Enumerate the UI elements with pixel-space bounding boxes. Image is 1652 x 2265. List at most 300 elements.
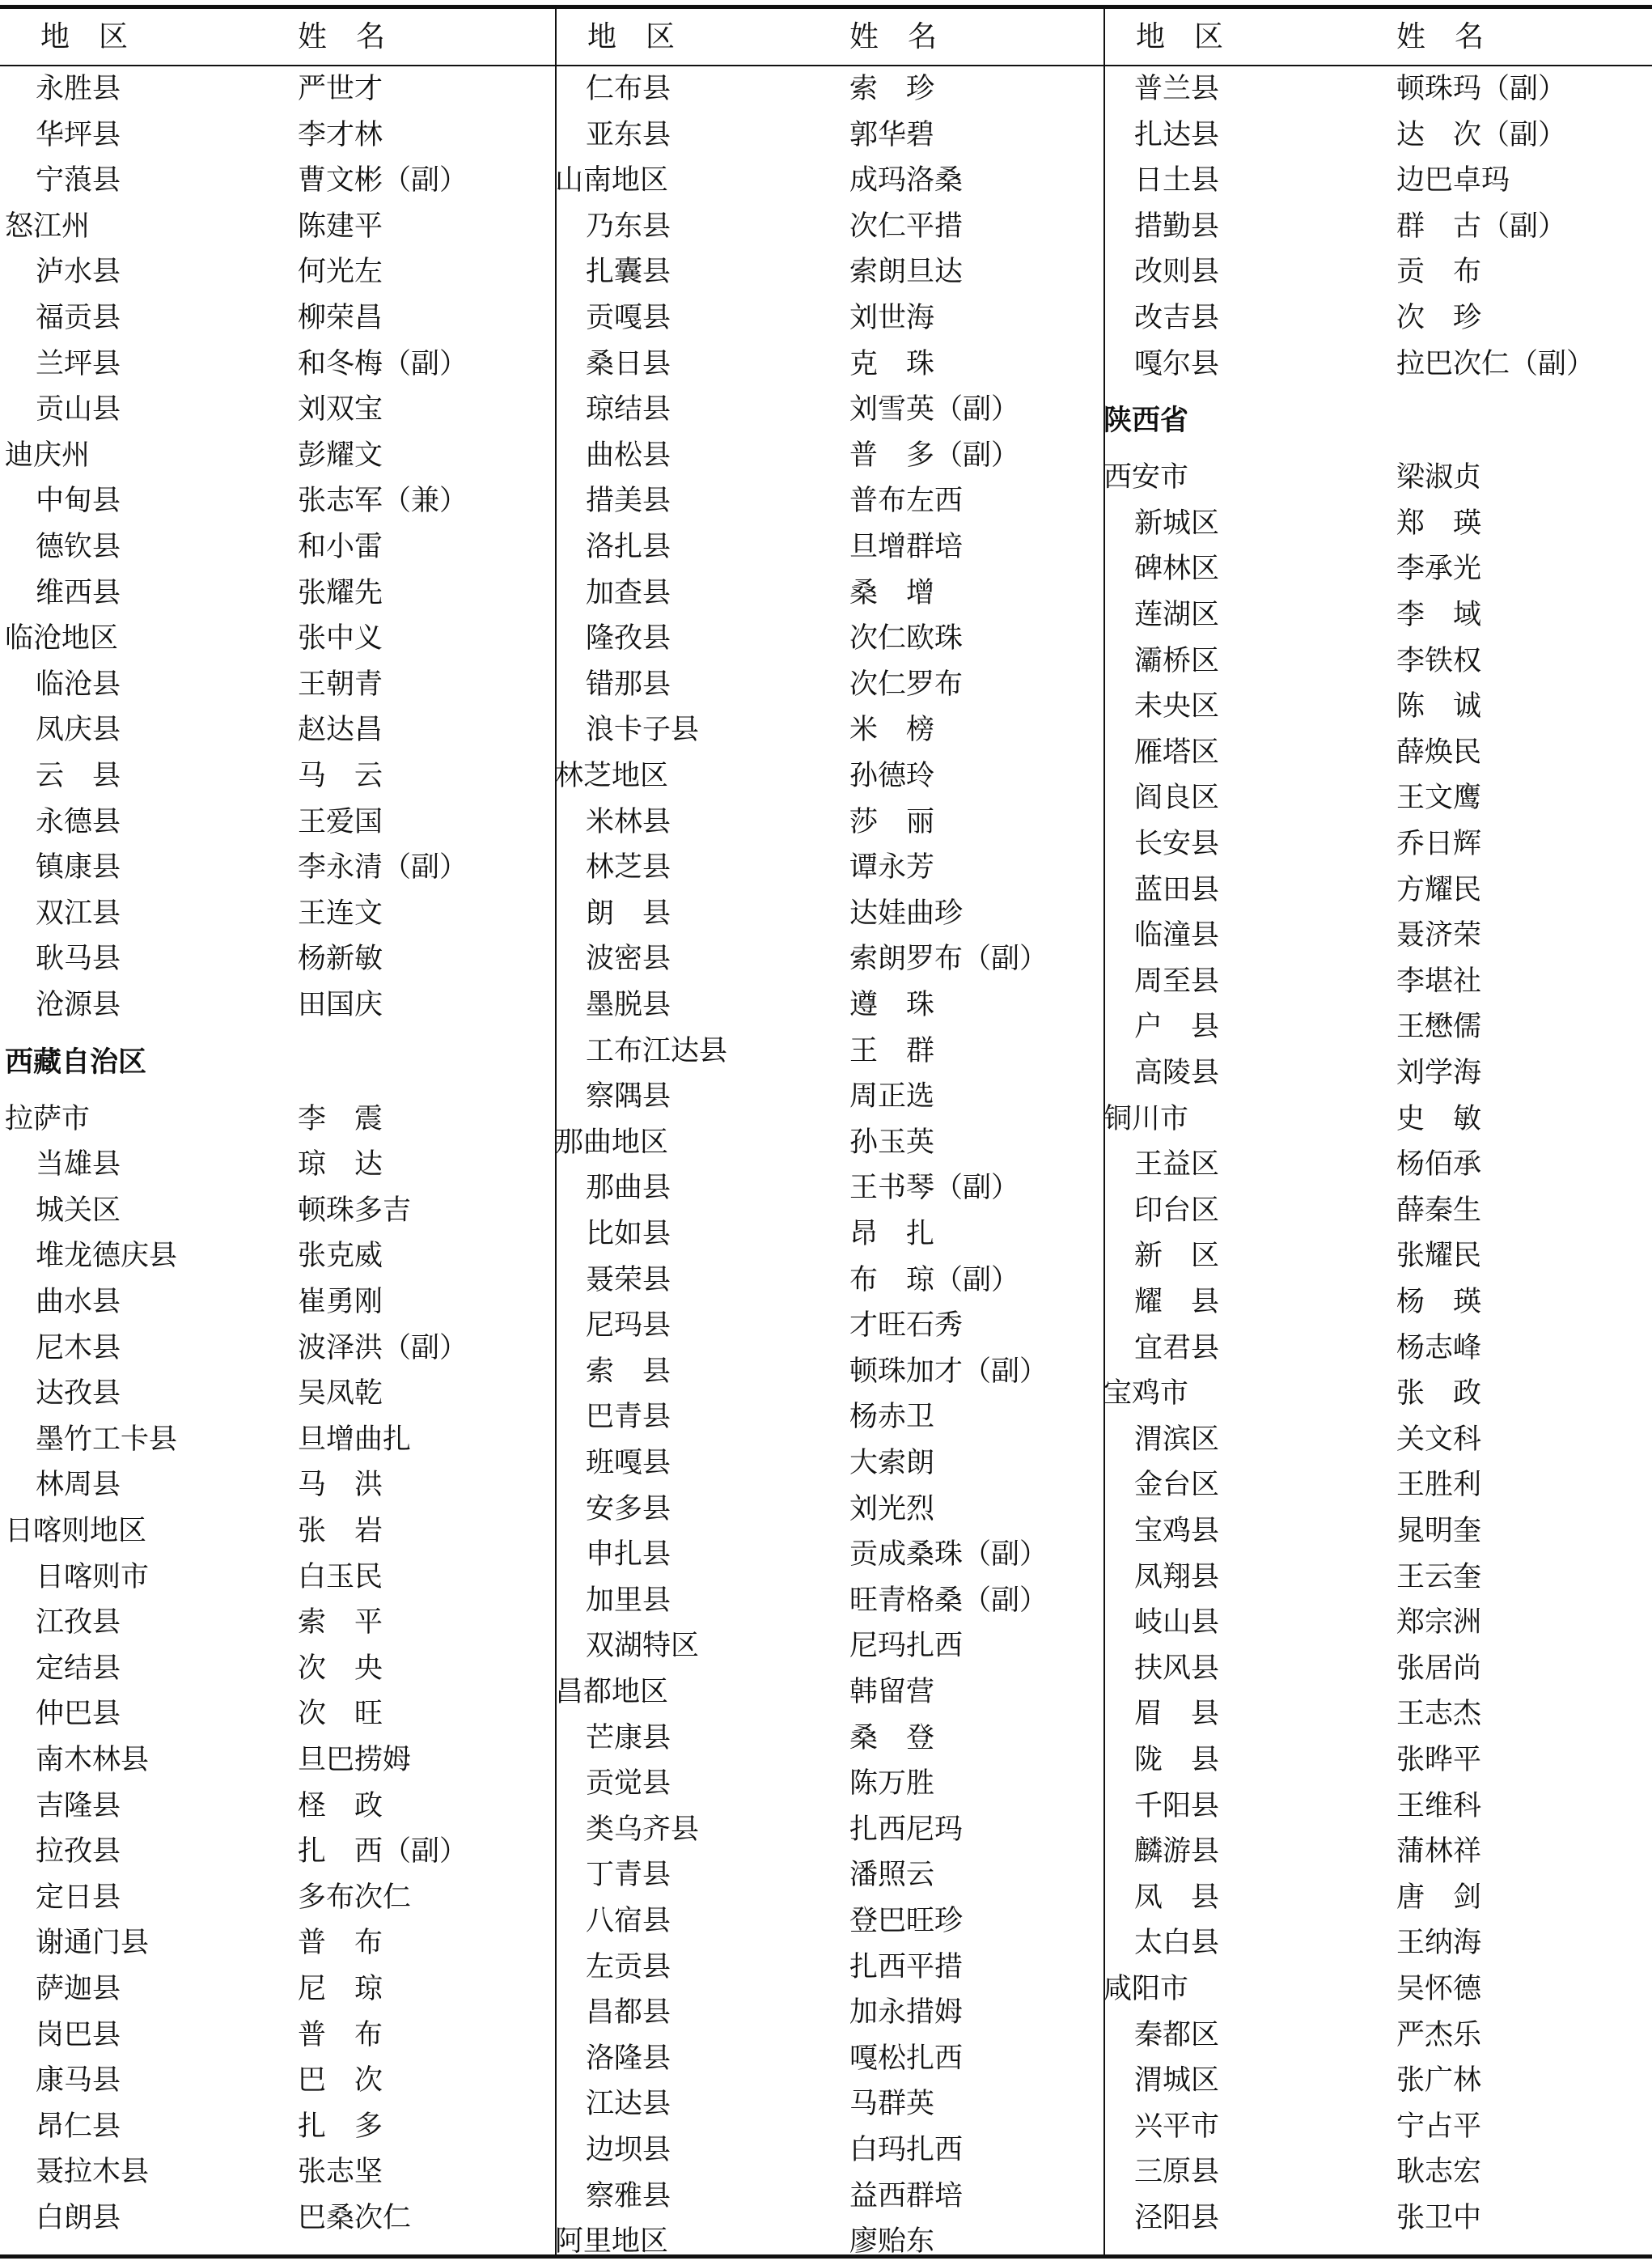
- person-name: 尼 琼: [298, 1973, 383, 2005]
- table-row: [5, 433, 552, 479]
- person-name: 潘照云: [849, 1859, 935, 1892]
- region-name: 丁青县: [586, 1859, 671, 1892]
- region-name: 西安市: [1103, 461, 1189, 494]
- table-row: [5, 2149, 552, 2195]
- header-region: 地 区: [1136, 20, 1224, 53]
- table-row: [555, 1716, 1102, 1762]
- person-name: 波泽洪（副）: [298, 1331, 468, 1364]
- table-row: [555, 1165, 1102, 1211]
- region-name: 芒康县: [586, 1721, 671, 1754]
- table-row: [5, 387, 552, 433]
- person-name: 韩留营: [849, 1676, 935, 1708]
- region-name: 迪庆州: [5, 439, 91, 472]
- person-name: 孙玉英: [849, 1126, 935, 1159]
- table-row: [1103, 2058, 1650, 2104]
- region-name: 江孜县: [36, 1606, 121, 1639]
- table-row: [555, 158, 1102, 204]
- table-row: [1103, 1004, 1650, 1050]
- section-title: 陕西省: [1103, 405, 1189, 438]
- table-row: [1103, 959, 1650, 1005]
- region-name: 比如县: [586, 1218, 671, 1250]
- region-name: 米林县: [586, 805, 671, 838]
- region-name: 山南地区: [555, 164, 669, 197]
- region-name: 扶风县: [1134, 1652, 1220, 1685]
- table-row: [555, 1852, 1102, 1898]
- region-name: 琼结县: [586, 393, 671, 426]
- table-row: [1103, 112, 1650, 159]
- region-name: 宁蒗县: [36, 164, 121, 197]
- table-row: [1103, 913, 1650, 959]
- person-name: 才旺石秀: [849, 1309, 964, 1342]
- region-name: 中甸县: [36, 485, 121, 518]
- table-row: [1103, 1233, 1650, 1279]
- table-row: [555, 1898, 1102, 1945]
- table-row: [5, 478, 552, 524]
- region-name: 永胜县: [36, 73, 121, 105]
- region-name: 华坪县: [36, 118, 121, 151]
- person-name: 宁占平: [1396, 2110, 1482, 2143]
- person-name: 加永措姆: [849, 1996, 964, 2030]
- person-name: 郑 瑛: [1396, 507, 1482, 540]
- person-name: 刘学海: [1396, 1057, 1482, 1089]
- header-name: 姓 名: [849, 20, 938, 53]
- region-name: 宝鸡市: [1103, 1377, 1189, 1410]
- region-name: 索 县: [586, 1355, 671, 1388]
- table-row: [1103, 1371, 1650, 1417]
- person-name: 马 洪: [298, 1469, 383, 1502]
- region-name: 凤庆县: [36, 714, 121, 747]
- region-name: 普兰县: [1134, 73, 1220, 105]
- region-name: 左贡县: [586, 1950, 671, 1983]
- table-row: [5, 1691, 552, 1737]
- person-name: 柽 政: [298, 1789, 383, 1822]
- table-row: [5, 112, 552, 159]
- person-name: 索 平: [298, 1606, 383, 1639]
- person-name: 柳荣昌: [298, 302, 383, 334]
- person-name: 严杰乐: [1396, 2018, 1482, 2051]
- region-name: 墨竹工卡县: [36, 1423, 178, 1456]
- table-row: [555, 707, 1102, 753]
- person-name: 米 榜: [849, 714, 935, 747]
- region-name: 镇康县: [36, 851, 121, 884]
- table-row: [555, 982, 1102, 1029]
- region-name: 新城区: [1134, 507, 1220, 540]
- table-row: [5, 2195, 552, 2242]
- region-name: 新 区: [1134, 1240, 1220, 1273]
- region-name: 岗巴县: [36, 2018, 121, 2051]
- person-name: 克 珠: [849, 347, 935, 380]
- person-name: 群 古（副）: [1396, 210, 1567, 243]
- region-name: 双湖特区: [586, 1630, 700, 1663]
- person-name: 扎西尼玛: [849, 1813, 964, 1846]
- person-name: 梁淑贞: [1396, 461, 1482, 494]
- region-name: 雁塔区: [1134, 736, 1220, 769]
- person-name: 张克威: [298, 1240, 383, 1273]
- person-name: 耿志宏: [1396, 2156, 1482, 2189]
- person-name: 桑 登: [849, 1721, 935, 1754]
- table-row: [5, 1875, 552, 1921]
- region-name: 蓝田县: [1134, 873, 1220, 906]
- region-name: 千阳县: [1134, 1789, 1220, 1822]
- region-name: 吉隆县: [36, 1789, 121, 1822]
- person-name: 多布次仁: [298, 1881, 412, 1914]
- table-row: [555, 524, 1102, 570]
- person-name: 王书琴（副）: [849, 1172, 1020, 1205]
- region-name: 贡觉县: [586, 1767, 671, 1801]
- person-name: 王云奎: [1396, 1560, 1482, 1593]
- person-name: 王懋儒: [1396, 1011, 1482, 1044]
- region-name: 那曲县: [586, 1172, 671, 1205]
- table-row: [555, 1029, 1102, 1075]
- person-name: 张志军（兼）: [298, 485, 468, 518]
- region-name: 巴青县: [586, 1401, 671, 1434]
- person-name: 彭耀文: [298, 439, 383, 472]
- region-name: 类乌齐县: [586, 1813, 700, 1846]
- region-name: 林芝地区: [555, 760, 669, 792]
- person-name: 李 域: [1396, 599, 1482, 631]
- region-name: 高陵县: [1134, 1057, 1220, 1089]
- region-name: 察雅县: [586, 2179, 671, 2212]
- person-name: 顿珠多吉: [298, 1194, 412, 1227]
- table-row: [1103, 775, 1650, 821]
- person-name: 李 震: [298, 1102, 383, 1135]
- table-row: [555, 341, 1102, 388]
- person-name: 李才林: [298, 118, 383, 151]
- person-name: 马 云: [298, 760, 383, 792]
- person-name: 旦增曲扎: [298, 1423, 412, 1456]
- person-name: 巴 次: [298, 2064, 383, 2097]
- table-row: [555, 2174, 1102, 2220]
- table-row: [1103, 1784, 1650, 1830]
- person-name: 孙德玲: [849, 760, 935, 792]
- region-name: 碑林区: [1134, 553, 1220, 586]
- region-name: 耀 县: [1134, 1286, 1220, 1318]
- table-row: [1103, 867, 1650, 914]
- table-row: [555, 1578, 1102, 1624]
- region-name: 维西县: [36, 576, 121, 609]
- person-name: 陈 诚: [1396, 690, 1482, 723]
- table-row: [555, 204, 1102, 250]
- person-name: 吴凤乾: [298, 1377, 383, 1410]
- table-row: [1103, 821, 1650, 867]
- person-name: 乔日辉: [1396, 828, 1482, 860]
- person-name: 次 央: [298, 1652, 383, 1685]
- region-name: 沧源县: [36, 989, 121, 1021]
- person-name: 杨佰承: [1396, 1148, 1482, 1181]
- region-name: 亚东县: [586, 118, 671, 151]
- table-row: [5, 1142, 552, 1188]
- table-row: [5, 204, 552, 250]
- person-name: 旦巴捞姆: [298, 1744, 412, 1776]
- region-name: 错那县: [586, 668, 671, 701]
- region-name: 咸阳市: [1103, 1973, 1189, 2005]
- region-name: 康马县: [36, 2064, 121, 2097]
- section-header-row: [5, 1029, 552, 1096]
- table-row: [1103, 1142, 1650, 1188]
- person-name: 嘎松扎西: [849, 2042, 964, 2075]
- table-row: [555, 387, 1102, 433]
- region-name: 阿里地区: [555, 2225, 669, 2259]
- header-region: 地 区: [40, 20, 129, 53]
- person-name: 王朝青: [298, 668, 383, 701]
- person-name: 普布左西: [849, 485, 964, 518]
- region-name: 洛隆县: [586, 2042, 671, 2075]
- person-name: 曹文彬（副）: [298, 164, 468, 197]
- table-row: [555, 2081, 1102, 2127]
- person-name: 张 岩: [298, 1515, 383, 1547]
- person-name: 巴桑次仁: [298, 2202, 412, 2234]
- person-name: 贡 布: [1396, 256, 1482, 289]
- region-name: 泸水县: [36, 256, 121, 289]
- section-header-row: [1103, 387, 1650, 455]
- person-name: 杨 瑛: [1396, 1286, 1482, 1318]
- table-row: [555, 1487, 1102, 1533]
- region-name: 金台区: [1134, 1469, 1220, 1502]
- region-name: 八宿县: [586, 1905, 671, 1937]
- table-row: [5, 800, 552, 846]
- table-row: [555, 570, 1102, 617]
- table-row: [5, 1600, 552, 1646]
- table-row: [555, 1807, 1102, 1853]
- person-name: 达 次（副）: [1396, 118, 1567, 151]
- person-name: 次 旺: [298, 1698, 383, 1731]
- person-name: 次 珍: [1396, 302, 1482, 334]
- person-name: 索朗旦达: [849, 256, 964, 289]
- table-row: [555, 845, 1102, 891]
- person-name: 陈万胜: [849, 1767, 935, 1801]
- table-row: [1103, 2149, 1650, 2195]
- region-name: 曲水县: [36, 1286, 121, 1318]
- person-name: 郑宗洲: [1396, 1606, 1482, 1639]
- region-name: 当雄县: [36, 1148, 121, 1181]
- region-name: 岐山县: [1134, 1606, 1220, 1639]
- region-name: 王益区: [1134, 1148, 1220, 1181]
- table-row: [555, 1074, 1102, 1120]
- region-name: 嘎尔县: [1134, 347, 1220, 380]
- region-name: 改则县: [1134, 256, 1220, 289]
- table-row: [5, 1555, 552, 1601]
- person-name: 谭永芳: [849, 851, 935, 884]
- person-name: 张耀民: [1396, 1240, 1482, 1273]
- table-row: [555, 249, 1102, 295]
- table-row: [555, 1532, 1102, 1578]
- person-name: 琼 达: [298, 1148, 383, 1181]
- region-name: 隆孜县: [586, 622, 671, 655]
- person-name: 田国庆: [298, 989, 383, 1021]
- table-row: [555, 1258, 1102, 1304]
- person-name: 次仁欧珠: [849, 622, 964, 655]
- person-name: 莎 丽: [849, 805, 935, 838]
- table-row: [5, 1966, 552, 2013]
- region-name: 堆龙德庆县: [36, 1240, 178, 1273]
- table-row: [555, 1623, 1102, 1669]
- table-row: [5, 845, 552, 891]
- region-name: 那曲地区: [555, 1126, 669, 1159]
- region-name: 江达县: [586, 2088, 671, 2121]
- region-name: 临潼县: [1134, 919, 1220, 952]
- table-row: [5, 1508, 552, 1555]
- region-name: 秦都区: [1134, 2018, 1220, 2051]
- region-name: 达孜县: [36, 1377, 121, 1410]
- person-name: 刘双宝: [298, 393, 383, 426]
- person-name: 杨志峰: [1396, 1331, 1482, 1364]
- region-name: 申扎县: [586, 1538, 671, 1572]
- region-name: 桑日县: [586, 347, 671, 380]
- person-name: 旦增群培: [849, 531, 964, 563]
- region-name: 铜川市: [1103, 1102, 1189, 1135]
- region-name: 拉孜县: [36, 1835, 121, 1868]
- region-name: 班嘎县: [586, 1447, 671, 1479]
- table-row: [1103, 249, 1650, 295]
- table-row: [1103, 1646, 1650, 1692]
- table-row: [555, 66, 1102, 112]
- region-name: 尼木县: [36, 1331, 121, 1364]
- region-name: 日喀则地区: [5, 1515, 147, 1547]
- table-row: [5, 2013, 552, 2059]
- table-row: [5, 1417, 552, 1463]
- person-name: 扎西平措: [849, 1950, 964, 1983]
- table-row: [5, 1784, 552, 1830]
- person-name: 刘光烈: [849, 1492, 935, 1525]
- table-row: [1103, 295, 1650, 341]
- region-name: 洛扎县: [586, 531, 671, 563]
- region-name: 拉萨市: [5, 1102, 91, 1135]
- person-name: 普 布: [298, 1927, 383, 1960]
- section-title: 西藏自治区: [5, 1046, 147, 1079]
- table-row: [1103, 1462, 1650, 1508]
- region-name: 墨脱县: [586, 989, 671, 1021]
- region-name: 加查县: [586, 576, 671, 609]
- person-name: 登巴旺珍: [849, 1905, 964, 1937]
- table-row: [1103, 1829, 1650, 1875]
- region-name: 长安县: [1134, 828, 1220, 860]
- region-name: 林周县: [36, 1469, 121, 1502]
- region-name: 昌都县: [586, 1996, 671, 2030]
- person-name: 白玉民: [298, 1560, 383, 1593]
- person-name: 和冬梅（副）: [298, 347, 468, 380]
- table-row: [1103, 2195, 1650, 2242]
- header-region: 地 区: [587, 20, 676, 53]
- region-name: 怒江州: [5, 210, 91, 243]
- table-row: [5, 1737, 552, 1784]
- region-name: 周至县: [1134, 965, 1220, 998]
- region-name: 乃东县: [586, 210, 671, 243]
- region-name: 加里县: [586, 1584, 671, 1617]
- table-row: [555, 2219, 1102, 2265]
- region-name: 林芝县: [586, 851, 671, 884]
- table-row: [1103, 1875, 1650, 1921]
- region-name: 聂拉木县: [36, 2156, 150, 2189]
- person-name: 晁明奎: [1396, 1515, 1482, 1547]
- top-rule: [0, 5, 1652, 9]
- table-row: [1103, 2013, 1650, 2059]
- table-row: [555, 1945, 1102, 1991]
- table-row: [5, 936, 552, 982]
- person-name: 昂 扎: [849, 1218, 935, 1250]
- person-name: 达娃曲珍: [849, 897, 964, 930]
- person-name: 扎 多: [298, 2110, 383, 2143]
- region-name: 聂荣县: [586, 1263, 671, 1296]
- region-name: 渭城区: [1134, 2064, 1220, 2097]
- person-name: 张卫中: [1396, 2202, 1482, 2234]
- region-name: 波密县: [586, 943, 671, 976]
- region-name: 泾阳县: [1134, 2202, 1220, 2234]
- table-row: [555, 295, 1102, 341]
- table-row: [5, 1371, 552, 1417]
- table-row: [1103, 1279, 1650, 1325]
- region-name: 福贡县: [36, 302, 121, 334]
- region-name: 南木林县: [36, 1744, 150, 1776]
- region-name: 仁布县: [586, 73, 671, 105]
- table-row: [1103, 1737, 1650, 1784]
- table-row: [1103, 1555, 1650, 1601]
- table-row: [5, 1188, 552, 1234]
- region-name: 临沧县: [36, 668, 121, 701]
- table-row: [1103, 638, 1650, 685]
- person-name: 刘雪英（副）: [849, 393, 1020, 426]
- person-name: 唐 剑: [1396, 1881, 1482, 1914]
- region-name: 麟游县: [1134, 1835, 1220, 1868]
- region-name: 昂仁县: [36, 2110, 121, 2143]
- person-name: 贡成桑珠（副）: [849, 1538, 1048, 1572]
- table-row: [555, 891, 1102, 937]
- region-name: 朗 县: [586, 897, 671, 930]
- person-name: 崔勇刚: [298, 1286, 383, 1318]
- table-row: [555, 2127, 1102, 2174]
- table-row: [1103, 1417, 1650, 1463]
- region-name: 户 县: [1134, 1011, 1220, 1044]
- region-name: 定结县: [36, 1652, 121, 1685]
- person-name: 蒲林祥: [1396, 1835, 1482, 1868]
- person-name: 桑 增: [849, 576, 935, 609]
- table-row: [5, 158, 552, 204]
- person-name: 普 布: [298, 2018, 383, 2051]
- person-name: 李堪社: [1396, 965, 1482, 998]
- person-name: 杨新敏: [298, 943, 383, 976]
- person-name: 杨赤卫: [849, 1401, 935, 1434]
- person-name: 廖贻东: [849, 2225, 935, 2259]
- table-row: [555, 112, 1102, 159]
- person-name: 张耀先: [298, 576, 383, 609]
- table-row: [1103, 158, 1650, 204]
- region-name: 太白县: [1134, 1927, 1220, 1960]
- region-name: 城关区: [36, 1194, 121, 1227]
- region-name: 灞桥区: [1134, 644, 1220, 677]
- person-name: 陈建平: [298, 210, 383, 243]
- region-name: 措勤县: [1134, 210, 1220, 243]
- table-row: [5, 1233, 552, 1279]
- person-name: 王文鹰: [1396, 782, 1482, 815]
- region-name: 凤 县: [1134, 1881, 1220, 1914]
- table-row: [1103, 730, 1650, 776]
- region-name: 曲松县: [586, 439, 671, 472]
- person-name: 王胜利: [1396, 1469, 1482, 1502]
- person-name: 次仁平措: [849, 210, 964, 243]
- person-name: 扎 西（副）: [298, 1835, 468, 1868]
- region-name: 萨迦县: [36, 1973, 121, 2005]
- table-row: [5, 1325, 552, 1372]
- table-row: [555, 753, 1102, 800]
- region-name: 未央区: [1134, 690, 1220, 723]
- person-name: 白玛扎西: [849, 2134, 964, 2166]
- person-name: 布 琼（副）: [849, 1263, 1020, 1296]
- table-row: [1103, 1508, 1650, 1555]
- region-name: 措美县: [586, 485, 671, 518]
- region-name: 贡嘎县: [586, 302, 671, 334]
- table-row: [5, 1462, 552, 1508]
- table-row: [555, 433, 1102, 479]
- table-row: [5, 1279, 552, 1325]
